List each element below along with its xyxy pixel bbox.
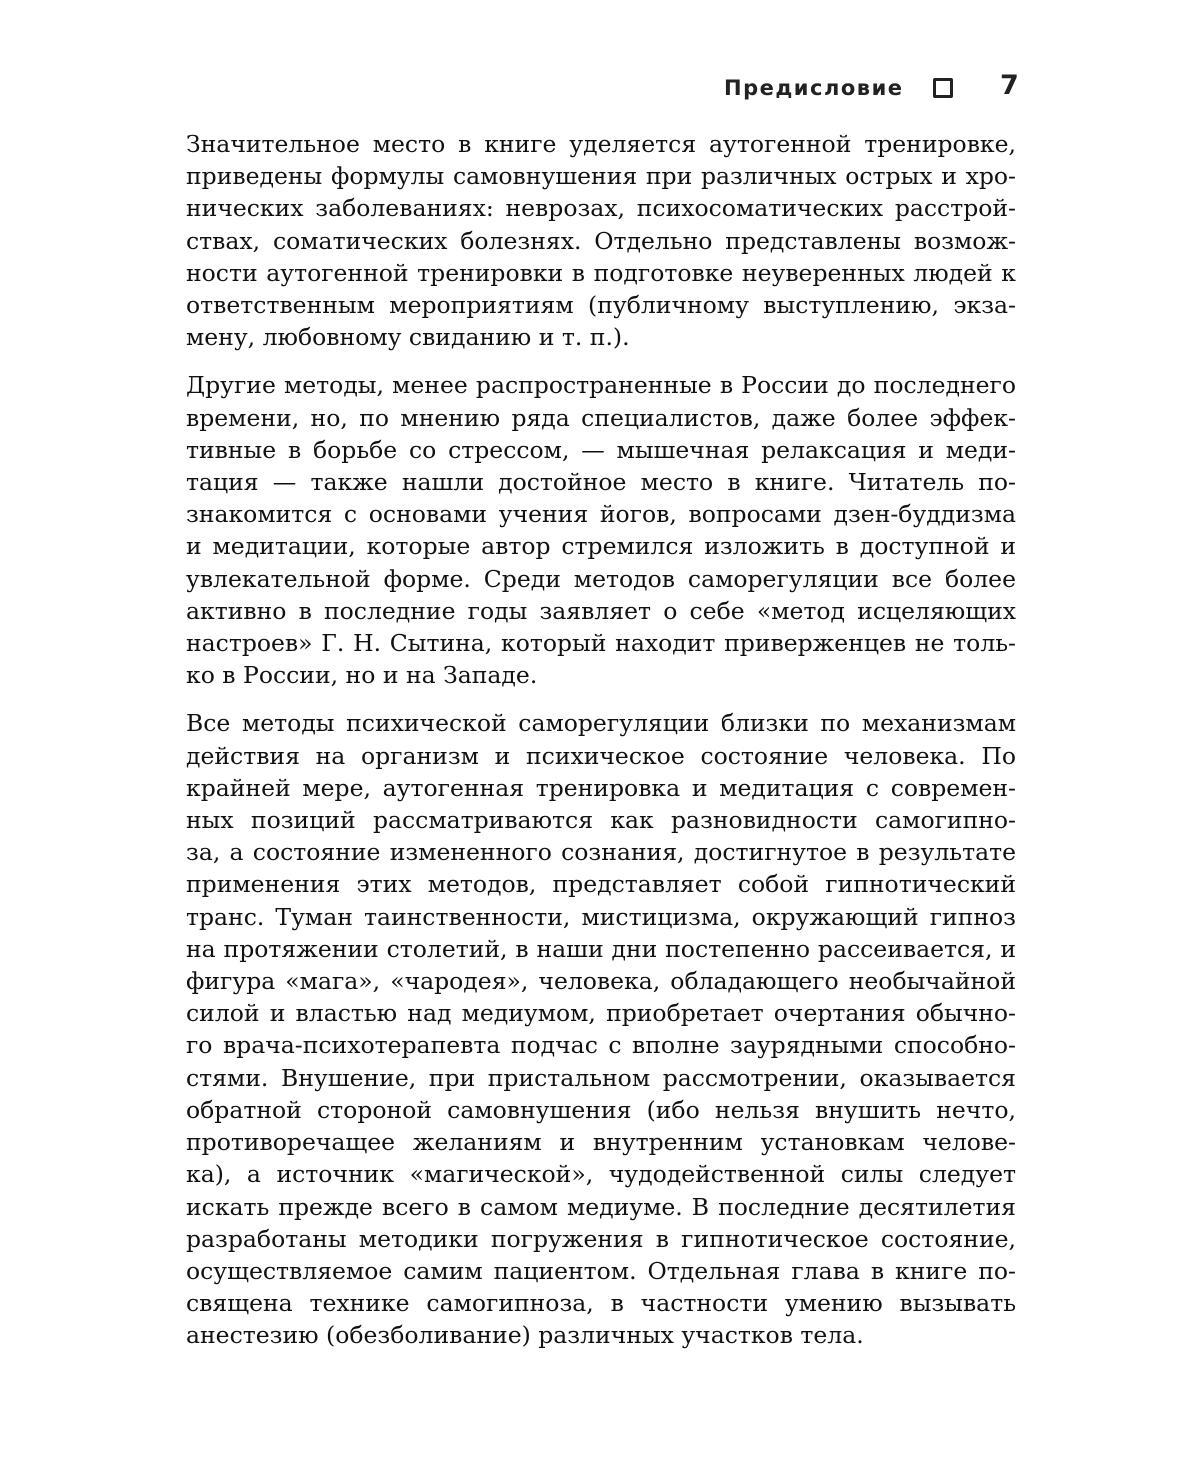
text-line: на протяжении столетий, в наши дни постепенно рассеивается, и bbox=[186, 933, 1016, 965]
text-line: действия на организм и психическое состояние человека. По bbox=[186, 740, 1016, 772]
text-line: настроев» Г. Н. Сытина, который находит приверженцев не толь- bbox=[186, 627, 1016, 659]
text-line: крайней мере, аутогенная тренировка и медитация с современ- bbox=[186, 772, 1016, 804]
running-title: Предисловие bbox=[724, 76, 904, 100]
text-line: ответственным мероприятиям (публичному выступлению, экза- bbox=[186, 289, 1016, 321]
text-line: времени, но, по мнению ряда специалистов, даже более эффек- bbox=[186, 402, 1016, 434]
text-line: Другие методы, менее распространенные в России до последнего bbox=[186, 369, 1016, 401]
paragraph-2 bbox=[186, 369, 1016, 691]
text-line: силой и властью над медиумом, приобретает очертания обычно- bbox=[186, 997, 1016, 1029]
text-line: Все методы психической саморегуляции близки по механизмам bbox=[186, 707, 1016, 739]
text-line: увлекательной форме. Среди методов саморегуляции все более bbox=[186, 563, 1016, 595]
text-line: анестезию (обезболивание) различных участков тела. bbox=[186, 1319, 1016, 1351]
text-line: ко в России, но и на Западе. bbox=[186, 659, 1016, 691]
text-line: ных позиций рассматриваются как разновидности самогипно- bbox=[186, 804, 1016, 836]
text-line: тивные в борьбе со стрессом, — мышечная релаксация и меди- bbox=[186, 434, 1016, 466]
text-line: транс. Туман таинственности, мистицизма, окружающий гипноз bbox=[186, 901, 1016, 933]
text-line: Значительное место в книге уделяется аутогенной тренировке, bbox=[186, 128, 1016, 160]
text-line: применения этих методов, представляет собой гипнотический bbox=[186, 868, 1016, 900]
text-line: го врача-психотерапевта подчас с вполне заурядными способно- bbox=[186, 1029, 1016, 1061]
text-line: приведены формулы самовнушения при различных острых и хро- bbox=[186, 160, 1016, 192]
text-line: противоречащее желаниям и внутренним установкам челове- bbox=[186, 1126, 1016, 1158]
text-line: священа технике самогипноза, в частности умению вызывать bbox=[186, 1287, 1016, 1319]
text-line: мену, любовному свиданию и т. п.). bbox=[186, 321, 1016, 353]
text-line: тация — также нашли достойное место в книге. Читатель по- bbox=[186, 466, 1016, 498]
text-line: стями. Внушение, при пристальном рассмотрении, оказывается bbox=[186, 1062, 1016, 1094]
body-text bbox=[186, 128, 1016, 1368]
text-line: за, а состояние измененного сознания, достигнутое в результате bbox=[186, 836, 1016, 868]
running-header bbox=[700, 70, 1020, 104]
text-line: разработаны методики погружения в гипнотическое состояние, bbox=[186, 1223, 1016, 1255]
text-line: и медитации, которые автор стремился изложить в доступной и bbox=[186, 530, 1016, 562]
text-line: нических заболеваниях: неврозах, психосоматических расстрой- bbox=[186, 192, 1016, 224]
text-line: ности аутогенной тренировки в подготовке неуверенных людей к bbox=[186, 257, 1016, 289]
text-line: знакомится с основами учения йогов, вопросами дзен-буддизма bbox=[186, 498, 1016, 530]
text-line: искать прежде всего в самом медиуме. В последние десятилетия bbox=[186, 1191, 1016, 1223]
book-page bbox=[0, 0, 1200, 1473]
square-bullet-icon bbox=[933, 78, 953, 98]
paragraph-3 bbox=[186, 707, 1016, 1351]
text-line: ка), а источник «магической», чудодейственной силы следует bbox=[186, 1158, 1016, 1190]
page-number: 7 bbox=[1000, 70, 1019, 101]
text-line: активно в последние годы заявляет о себе «метод исцеляющих bbox=[186, 595, 1016, 627]
text-line: фигура «мага», «чародея», человека, обладающего необычайной bbox=[186, 965, 1016, 997]
paragraph-1 bbox=[186, 128, 1016, 353]
text-line: обратной стороной самовнушения (ибо нельзя внушить нечто, bbox=[186, 1094, 1016, 1126]
text-line: ствах, соматических болезнях. Отдельно представлены возмож- bbox=[186, 225, 1016, 257]
text-line: осуществляемое самим пациентом. Отдельная глава в книге по- bbox=[186, 1255, 1016, 1287]
